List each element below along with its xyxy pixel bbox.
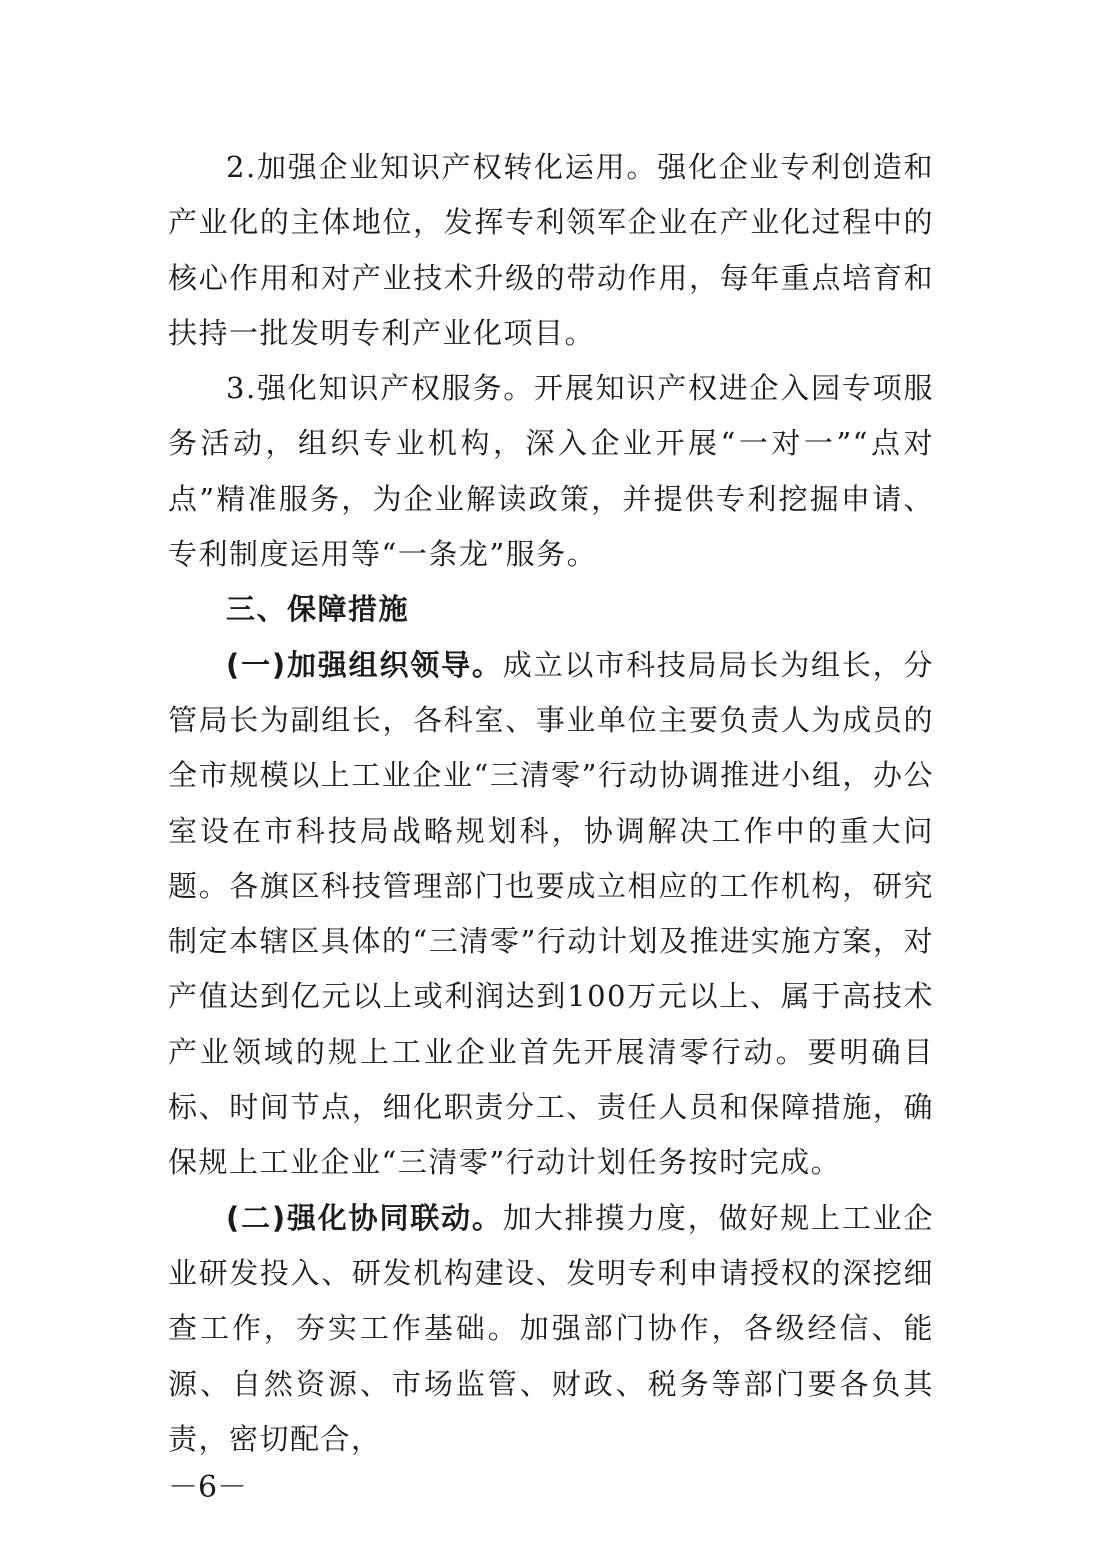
paragraph-organization-leadership bbox=[168, 638, 934, 1191]
paragraph-ip-transformation: 2.加强企业知识产权转化运用。强化企业专利创造和产业化的主体地位，发挥专利领军企业在产业化过程中的核心作用和对产业技术升级的带动作用，每年重点培育和扶持一批发明专利产业化项目。 bbox=[168, 150, 934, 350]
paragraph-lead-organization: (一)加强组织领导。 bbox=[226, 647, 503, 682]
paragraph-ip-services: 3.强化知识产权服务。开展知识产权进企入园专项服务活动，组织专业机构，深入企业开展“一对一”“点对点”精准服务，为企业解读政策，并提供专利挖掘申请、专利制度运用等“一条龙”服务。 bbox=[168, 371, 934, 572]
page-number: －6－ bbox=[168, 1470, 248, 1505]
paragraph-lead-coordination: (二)强化协同联动。 bbox=[226, 1200, 503, 1235]
paragraph-coordination bbox=[168, 1191, 934, 1467]
section-heading-safeguards: 三、保障措施 bbox=[226, 592, 410, 627]
paragraph-body-coordination: 加大排摸力度，做好规上工业企业研发投入、研发机构建设、发明专利申请授权的深挖细查工作，夯实工作基础。加强部门协作，各级经信、能源、自然资源、市场监管、财政、税务等部门要各负其责，密切配合， bbox=[168, 1200, 934, 1456]
paragraph-body-organization: 成立以市科技局局长为组长，分管局长为副组长，各科室、事业单位主要负责人为成员的全市规模以上工业企业“三清零”行动协调推进小组，办公室设在市科技局战略规划科，协调解决工作中的重大问题。各旗区科技管理部门也要成立相应的工作机构，研究制定本辖区具体的“三清零”行动计划及推进实施方案，对产值达到亿元以上或利润达到100万元以上、属于高技术产业领域的规上工业企业首先开展清零行动。要明确目标、时间节点，细化职责分工、责任人员和保障措施，确保规上工业企业“三清零”行动计划任务按时完成。 bbox=[168, 647, 934, 1180]
page-body bbox=[168, 140, 934, 1467]
